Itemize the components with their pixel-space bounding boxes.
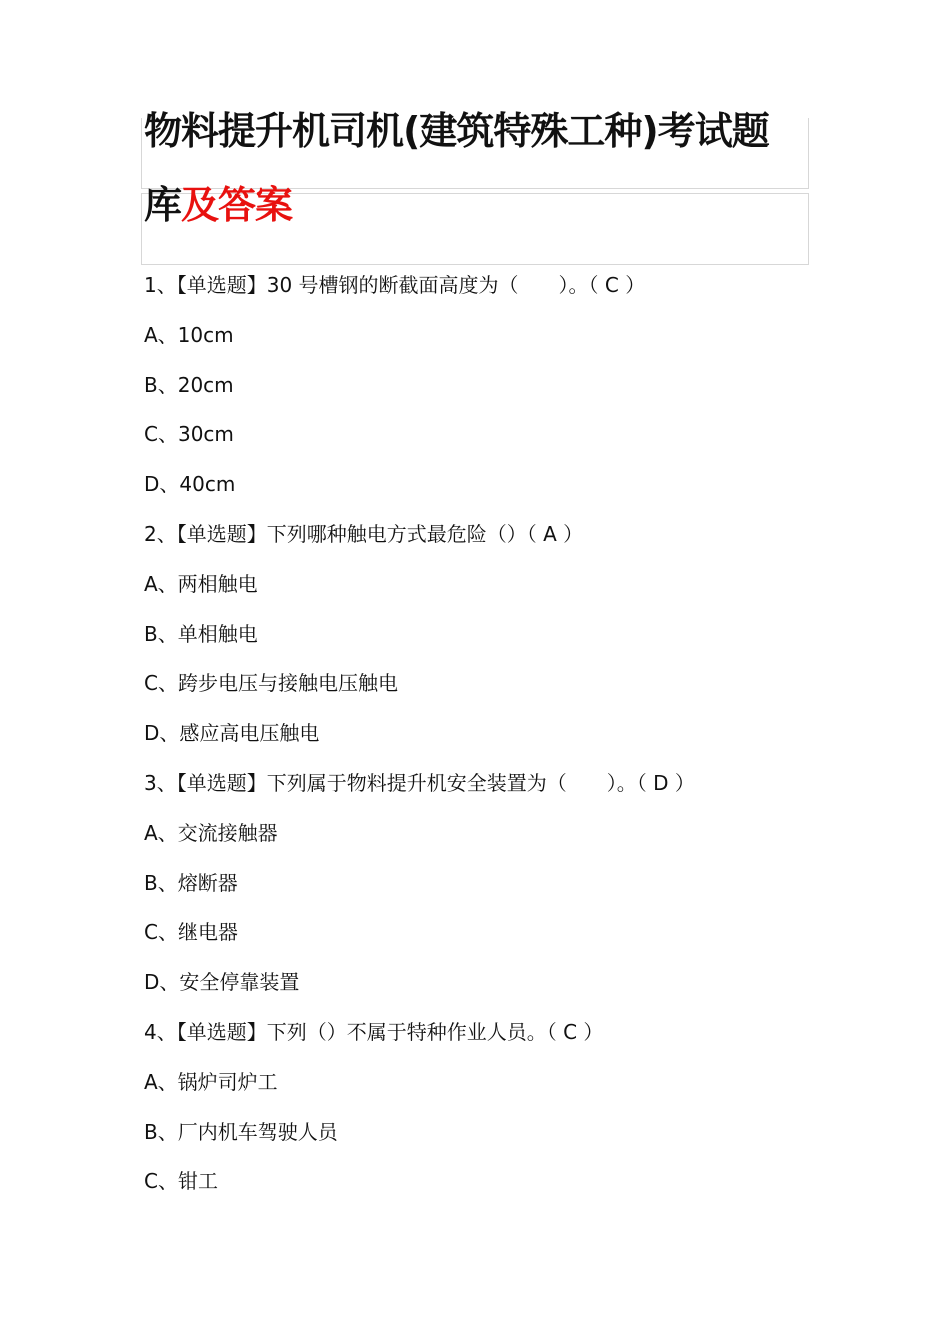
question-stem: 2、【单选题】下列哪种触电方式最危险（）（ A ） (144, 521, 584, 546)
question-option: D、40cm (144, 472, 236, 497)
question-option: A、锅炉司炉工 (144, 1069, 278, 1094)
question-option: C、钳工 (144, 1169, 218, 1194)
title-text-red: 及答案 (181, 183, 293, 227)
question-option: A、交流接触器 (144, 820, 278, 845)
title-text-black: 库 (144, 183, 182, 227)
question-option: C、30cm (144, 422, 234, 447)
question-option: C、跨步电压与接触电压触电 (144, 671, 398, 696)
question-option: B、20cm (144, 372, 234, 397)
question-option: D、安全停靠装置 (144, 970, 300, 995)
question-option: B、熔断器 (144, 870, 238, 895)
question-option: B、厂内机车驾驶人员 (144, 1119, 338, 1144)
question-list (144, 270, 824, 1216)
question-option: C、继电器 (144, 920, 238, 945)
question-stem: 4、【单选题】下列（）不属于特种作业人员。（ C ） (144, 1019, 604, 1044)
question-option: D、感应高电压触电 (144, 721, 320, 746)
document-title-line-1: 物料提升机司机(建筑特殊工种)考试题 (144, 109, 769, 153)
question-option: A、10cm (144, 322, 234, 347)
question-stem: 3、【单选题】下列属于物料提升机安全装置为（ ）。（ D ） (144, 770, 695, 795)
question-stem: 1、【单选题】30 号槽钢的断截面高度为（ ）。（ C ） (144, 273, 646, 297)
question-option: B、单相触电 (144, 621, 258, 646)
question-option: A、两相触电 (144, 571, 258, 596)
document-title-line-2 (144, 183, 804, 227)
